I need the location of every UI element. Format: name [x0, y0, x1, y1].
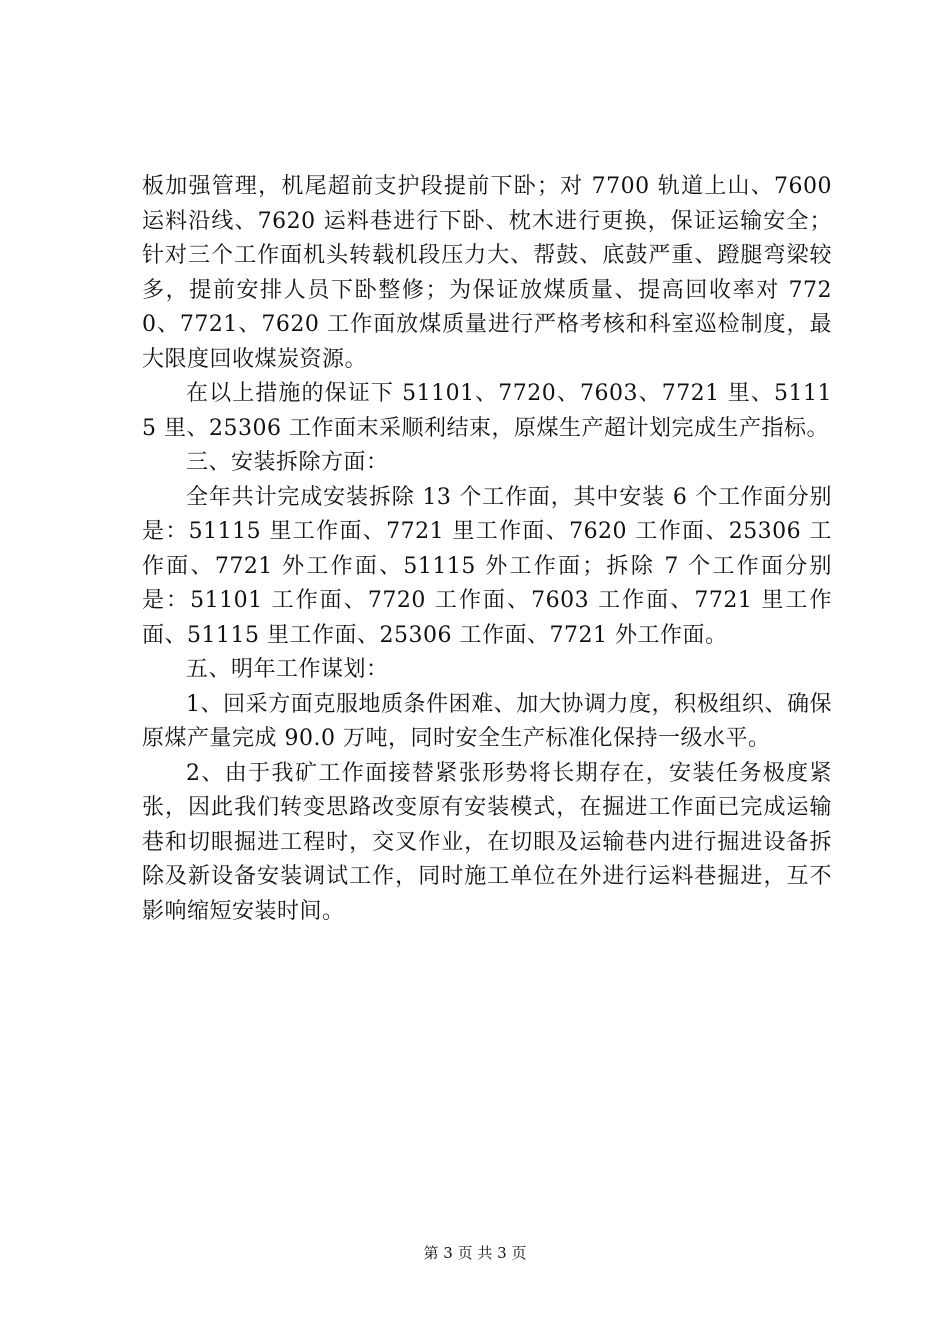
- paragraph-plan-item-1: 1、回采方面克服地质条件困难、加大协调力度，积极组织、确保原煤产量完成 90.0 万吨，同时安全生产标准化保持一级水平。: [142, 691, 832, 751]
- paragraph-installation-summary: 全年共计完成安装拆除 13 个工作面，其中安装 6 个工作面分别是：51115 里工作面、7721 里工作面、7620 工作面、25306 工作面、7721 外工作面、51115 外工作面；拆除 7 个工作面分别是：51101 工作面、7720 工作面、7603 工作面、7721 里工作面、51115 里工作面、25306 工作面、7721 外工作面。: [142, 484, 832, 648]
- section-heading-next-year-plan: 五、明年工作谋划：: [186, 657, 389, 682]
- page-number-footer: 第 3 页 共 3 页: [423, 1244, 527, 1262]
- paragraph-plan-item-2: 2、由于我矿工作面接替紧张形势将长期存在，安装任务极度紧张，因此我们转变思路改变原有安装模式，在掘进工作面已完成运输巷和切眼掘进工程时，交叉作业，在切眼及运输巷内进行掘进设备拆除及新设备安装调试工作，同时施工单位在外进行运料巷掘进，互不影响缩短安装时间。: [142, 760, 832, 924]
- paragraph-production-results: 在以上措施的保证下 51101、7720、7603、7721 里、51115 里、25306 工作面末采顺利结束，原煤生产超计划完成生产指标。: [142, 381, 832, 441]
- section-heading-installation: 三、安装拆除方面：: [186, 450, 389, 475]
- paragraph-management-measures: 板加强管理，机尾超前支护段提前下卧；对 7700 轨道上山、7600 运料沿线、7620 运料巷进行下卧、枕木进行更换，保证运输安全；针对三个工作面机头转载机段压力大、帮鼓、底鼓严重、蹬腿弯梁较多，提前安排人员下卧整修；为保证放煤质量、提高回收率对 7720、7721、7620 工作面放煤质量进行严格考核和科室巡检制度，最大限度回收煤炭资源。: [142, 174, 832, 372]
- document-body: [142, 170, 832, 929]
